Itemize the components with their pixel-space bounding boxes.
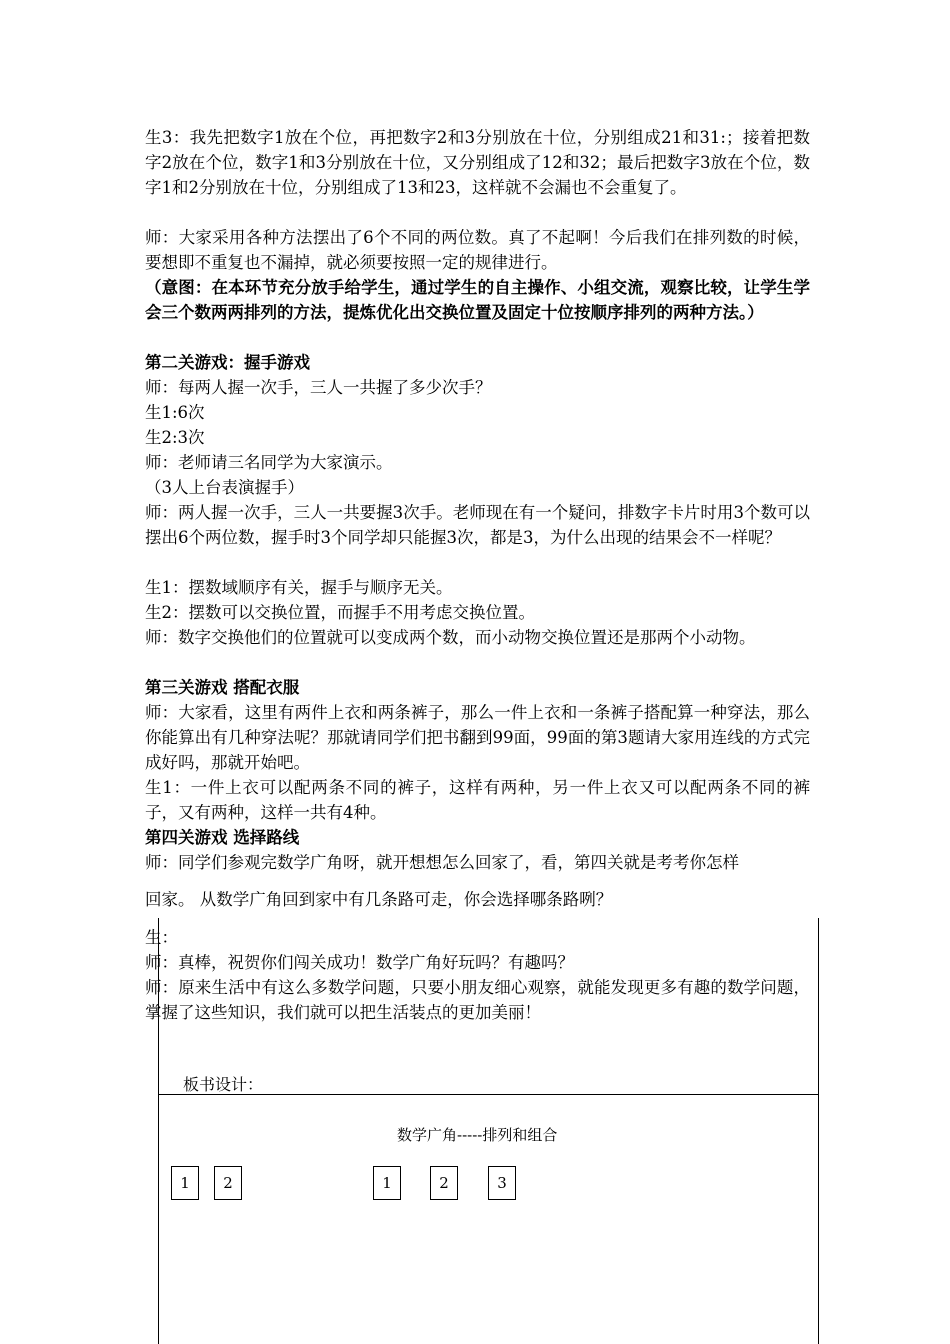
paragraph-student2-reply: 生2：摆数可以交换位置，而握手不用考虑交换位置。 bbox=[145, 603, 535, 622]
heading-level-2-game: 第二关游戏：握手游戏 bbox=[145, 353, 310, 372]
card-left-1: 1 bbox=[171, 1166, 199, 1200]
paragraph-student1-answer: 生1:6次 bbox=[145, 403, 205, 422]
board-design-label: 板书设计： bbox=[183, 1075, 264, 1094]
paragraph-route-question: 回家。 从数学广角回到家中有几条路可走，你会选择哪条路咧？ bbox=[145, 890, 613, 909]
paragraph-conclusion: 师：原来生活中有这么多数学问题，只要小朋友细心观察，就能发现更多有趣的数学问题，掌握了这些知识，我们就可以把生活装点的更加美丽！ bbox=[145, 978, 810, 1022]
paragraph-teacher-explain: 师：数字交换他们的位置就可以变成两个数，而小动物交换位置还是那两个小动物。 bbox=[145, 628, 756, 647]
card-right-2: 2 bbox=[430, 1166, 458, 1200]
paragraph-demo-note: （3人上台表演握手） bbox=[145, 478, 304, 497]
paragraph-teacher-summary: 师：大家采用各种方法摆出了6个不同的两位数。真了不起啊！今后我们在排列数的时候，要想即不重复也不漏掉，就必须要按照一定的规律进行。 bbox=[145, 228, 810, 272]
heading-level-4-game: 第四关游戏 选择路线 bbox=[145, 828, 300, 847]
card-right-3: 3 bbox=[488, 1166, 516, 1200]
paragraph-route-intro: 师：同学们参观完数学广角呀，就开想想怎么回家了，看，第四关就是考考你怎样 bbox=[145, 853, 739, 872]
paragraph-student1-reply: 生1：摆数域顺序有关，握手与顺序无关。 bbox=[145, 578, 453, 597]
paragraph-student2-answer: 生2:3次 bbox=[145, 428, 205, 447]
paragraph-teacher-question: 师：两人握一次手，三人一共要握3次手。老师现在有一个疑问，排数字卡片时用3个数可以摆出6个两位数，握手时3个同学却只能握3次，都是3，为什么出现的结果会不一样呢？ bbox=[145, 503, 810, 547]
board-title: 数学广角-----排列和组合 bbox=[397, 1126, 558, 1144]
card-right-1: 1 bbox=[373, 1166, 401, 1200]
paragraph-intent: （意图：在本环节充分放手给学生，通过学生的自主操作、小组交流，观察比较，让学生学会三个数两两排列的方法，提炼优化出交换位置及固定十位按顺序排列的两种方法。） bbox=[145, 278, 810, 322]
paragraph-clothing-answer: 生1：一件上衣可以配两条不同的裤子，这样有两种，另一件上衣又可以配两条不同的裤子，又有两种，这样一共有4种。 bbox=[145, 778, 810, 822]
heading-level-3-game: 第三关游戏 搭配衣服 bbox=[145, 678, 300, 697]
paragraph-handshake-question: 师：每两人握一次手，三人一共握了多少次手？ bbox=[145, 378, 492, 397]
paragraph-student-blank: 生： bbox=[145, 928, 178, 947]
table-right-border bbox=[818, 918, 819, 1344]
paragraph-sheng3: 生3：我先把数字1放在个位，再把数字2和3分别放在十位，分别组成21和31:；接着把数字2放在个位，数字1和3分别放在十位，又分别组成了12和32；最后把数字3放在个位，数字1和2分别放在十位，分别组成了13和23，这样就不会漏也不会重复了。 bbox=[145, 128, 810, 197]
paragraph-clothing-question: 师：大家看，这里有两件上衣和两条裤子，那么一件上衣和一条裤子搭配算一种穿法，那么你能算出有几种穿法呢？那就请同学们把书翻到99面，99面的第3题请大家用连线的方式完成好吗，那就开始吧。 bbox=[145, 703, 810, 772]
card-left-2: 2 bbox=[214, 1166, 242, 1200]
paragraph-congrats: 师：真棒，祝贺你们闯关成功！数学广角好玩吗？有趣吗？ bbox=[145, 953, 574, 972]
paragraph-teacher-demo: 师：老师请三名同学为大家演示。 bbox=[145, 453, 393, 472]
